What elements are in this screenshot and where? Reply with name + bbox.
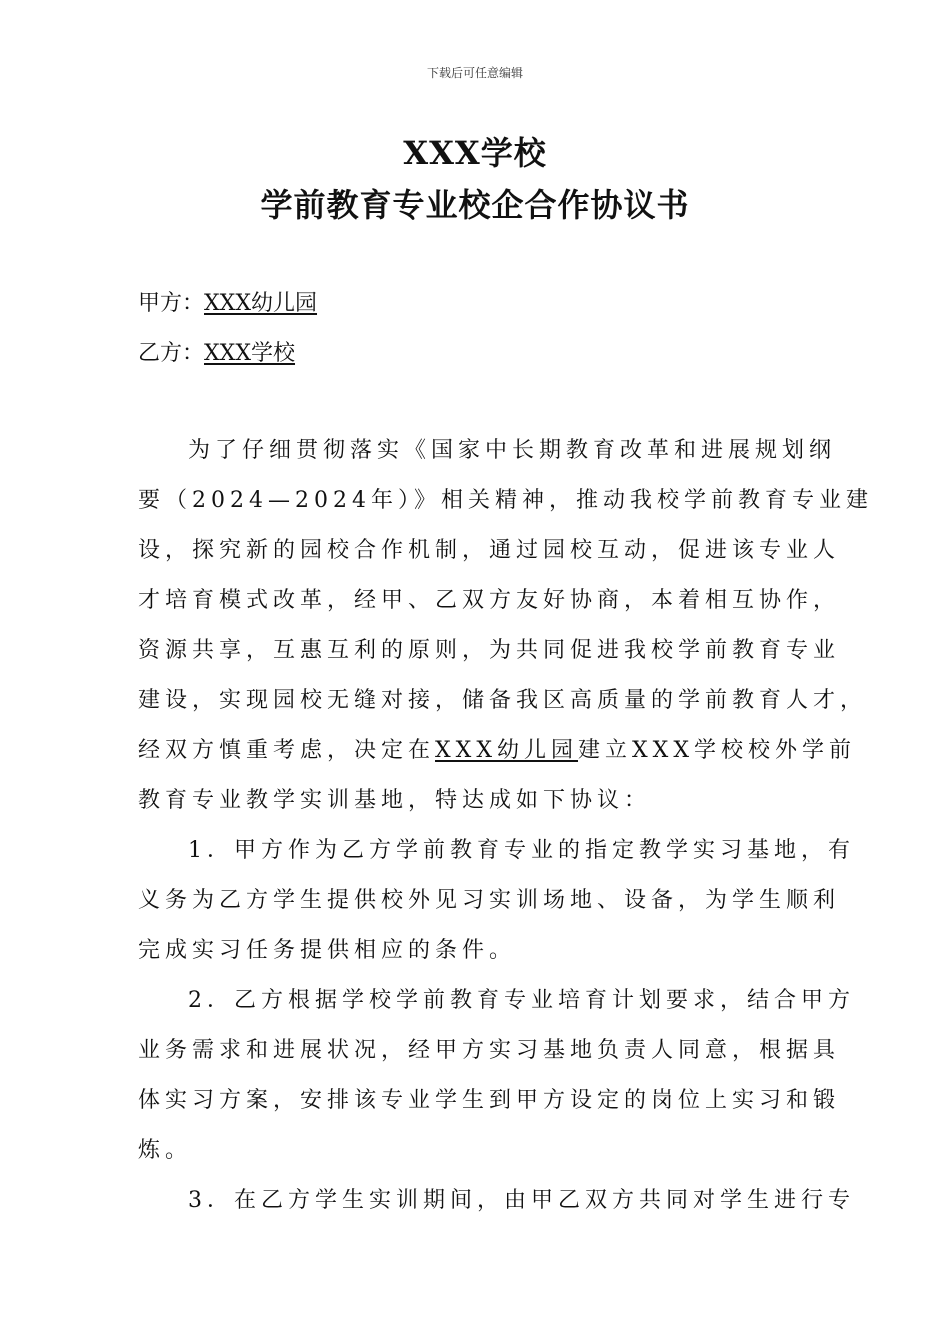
clause-line: 义务为乙方学生提供校外见习实训场地、设备，为学生顺利	[138, 888, 841, 913]
clause-line: 完成实习任务提供相应的条件。	[138, 938, 517, 963]
intro-line: 资源共享，互惠互利的原则，为共同促进我校学前教育专业	[138, 638, 841, 663]
clause-line: 2．乙方根据学校学前教育专业培育计划要求，结合甲方	[188, 988, 855, 1013]
header-note: 下载后可任意编辑	[426, 66, 523, 80]
clause-line: 体实习方案，安排该专业学生到甲方设定的岗位上实习和锻	[138, 1088, 841, 1113]
party-a-name: XXX幼儿园	[204, 291, 318, 316]
intro-line: 才培育模式改革，经甲、乙双方友好协商，本着相互协作，	[138, 588, 841, 613]
clause-line: 业务需求和进展状况，经甲方实习基地负责人同意，根据具	[138, 1038, 841, 1063]
kindergarten-name: XXX幼儿园	[435, 738, 579, 763]
document-title-school: XXX学校	[403, 134, 547, 172]
intro-line: 教育专业教学实训基地，特达成如下协议：	[138, 788, 652, 813]
clause-line: 3．在乙方学生实训期间，由甲乙双方共同对学生进行专	[188, 1188, 855, 1213]
party-b	[138, 336, 295, 367]
clause-line: 1．甲方作为乙方学前教育专业的指定教学实习基地，有	[188, 838, 855, 863]
intro-line: 建设，实现园校无缝对接，储备我区高质量的学前教育人才，	[138, 688, 868, 713]
party-b-label: 乙方：	[138, 341, 205, 366]
intro-text: 建立XXX学校校外学前	[578, 738, 857, 763]
party-a	[138, 286, 317, 317]
party-a-label: 甲方：	[138, 291, 205, 316]
intro-line: 为了仔细贯彻落实《国家中长期教育改革和进展规划纲	[188, 438, 837, 463]
intro-text: 经双方慎重考虑，决定在	[138, 738, 436, 763]
intro-line: 要（2024—2024年）》相关精神，推动我校学前教育专业建	[138, 488, 873, 513]
party-b-name: XXX学校	[204, 341, 296, 366]
document-title-agreement: 学前教育专业校企合作协议书	[260, 186, 690, 224]
clause-line: 炼。	[138, 1138, 193, 1163]
intro-line	[138, 733, 857, 764]
intro-line: 设，探究新的园校合作机制，通过园校互动，促进该专业人	[138, 538, 841, 563]
